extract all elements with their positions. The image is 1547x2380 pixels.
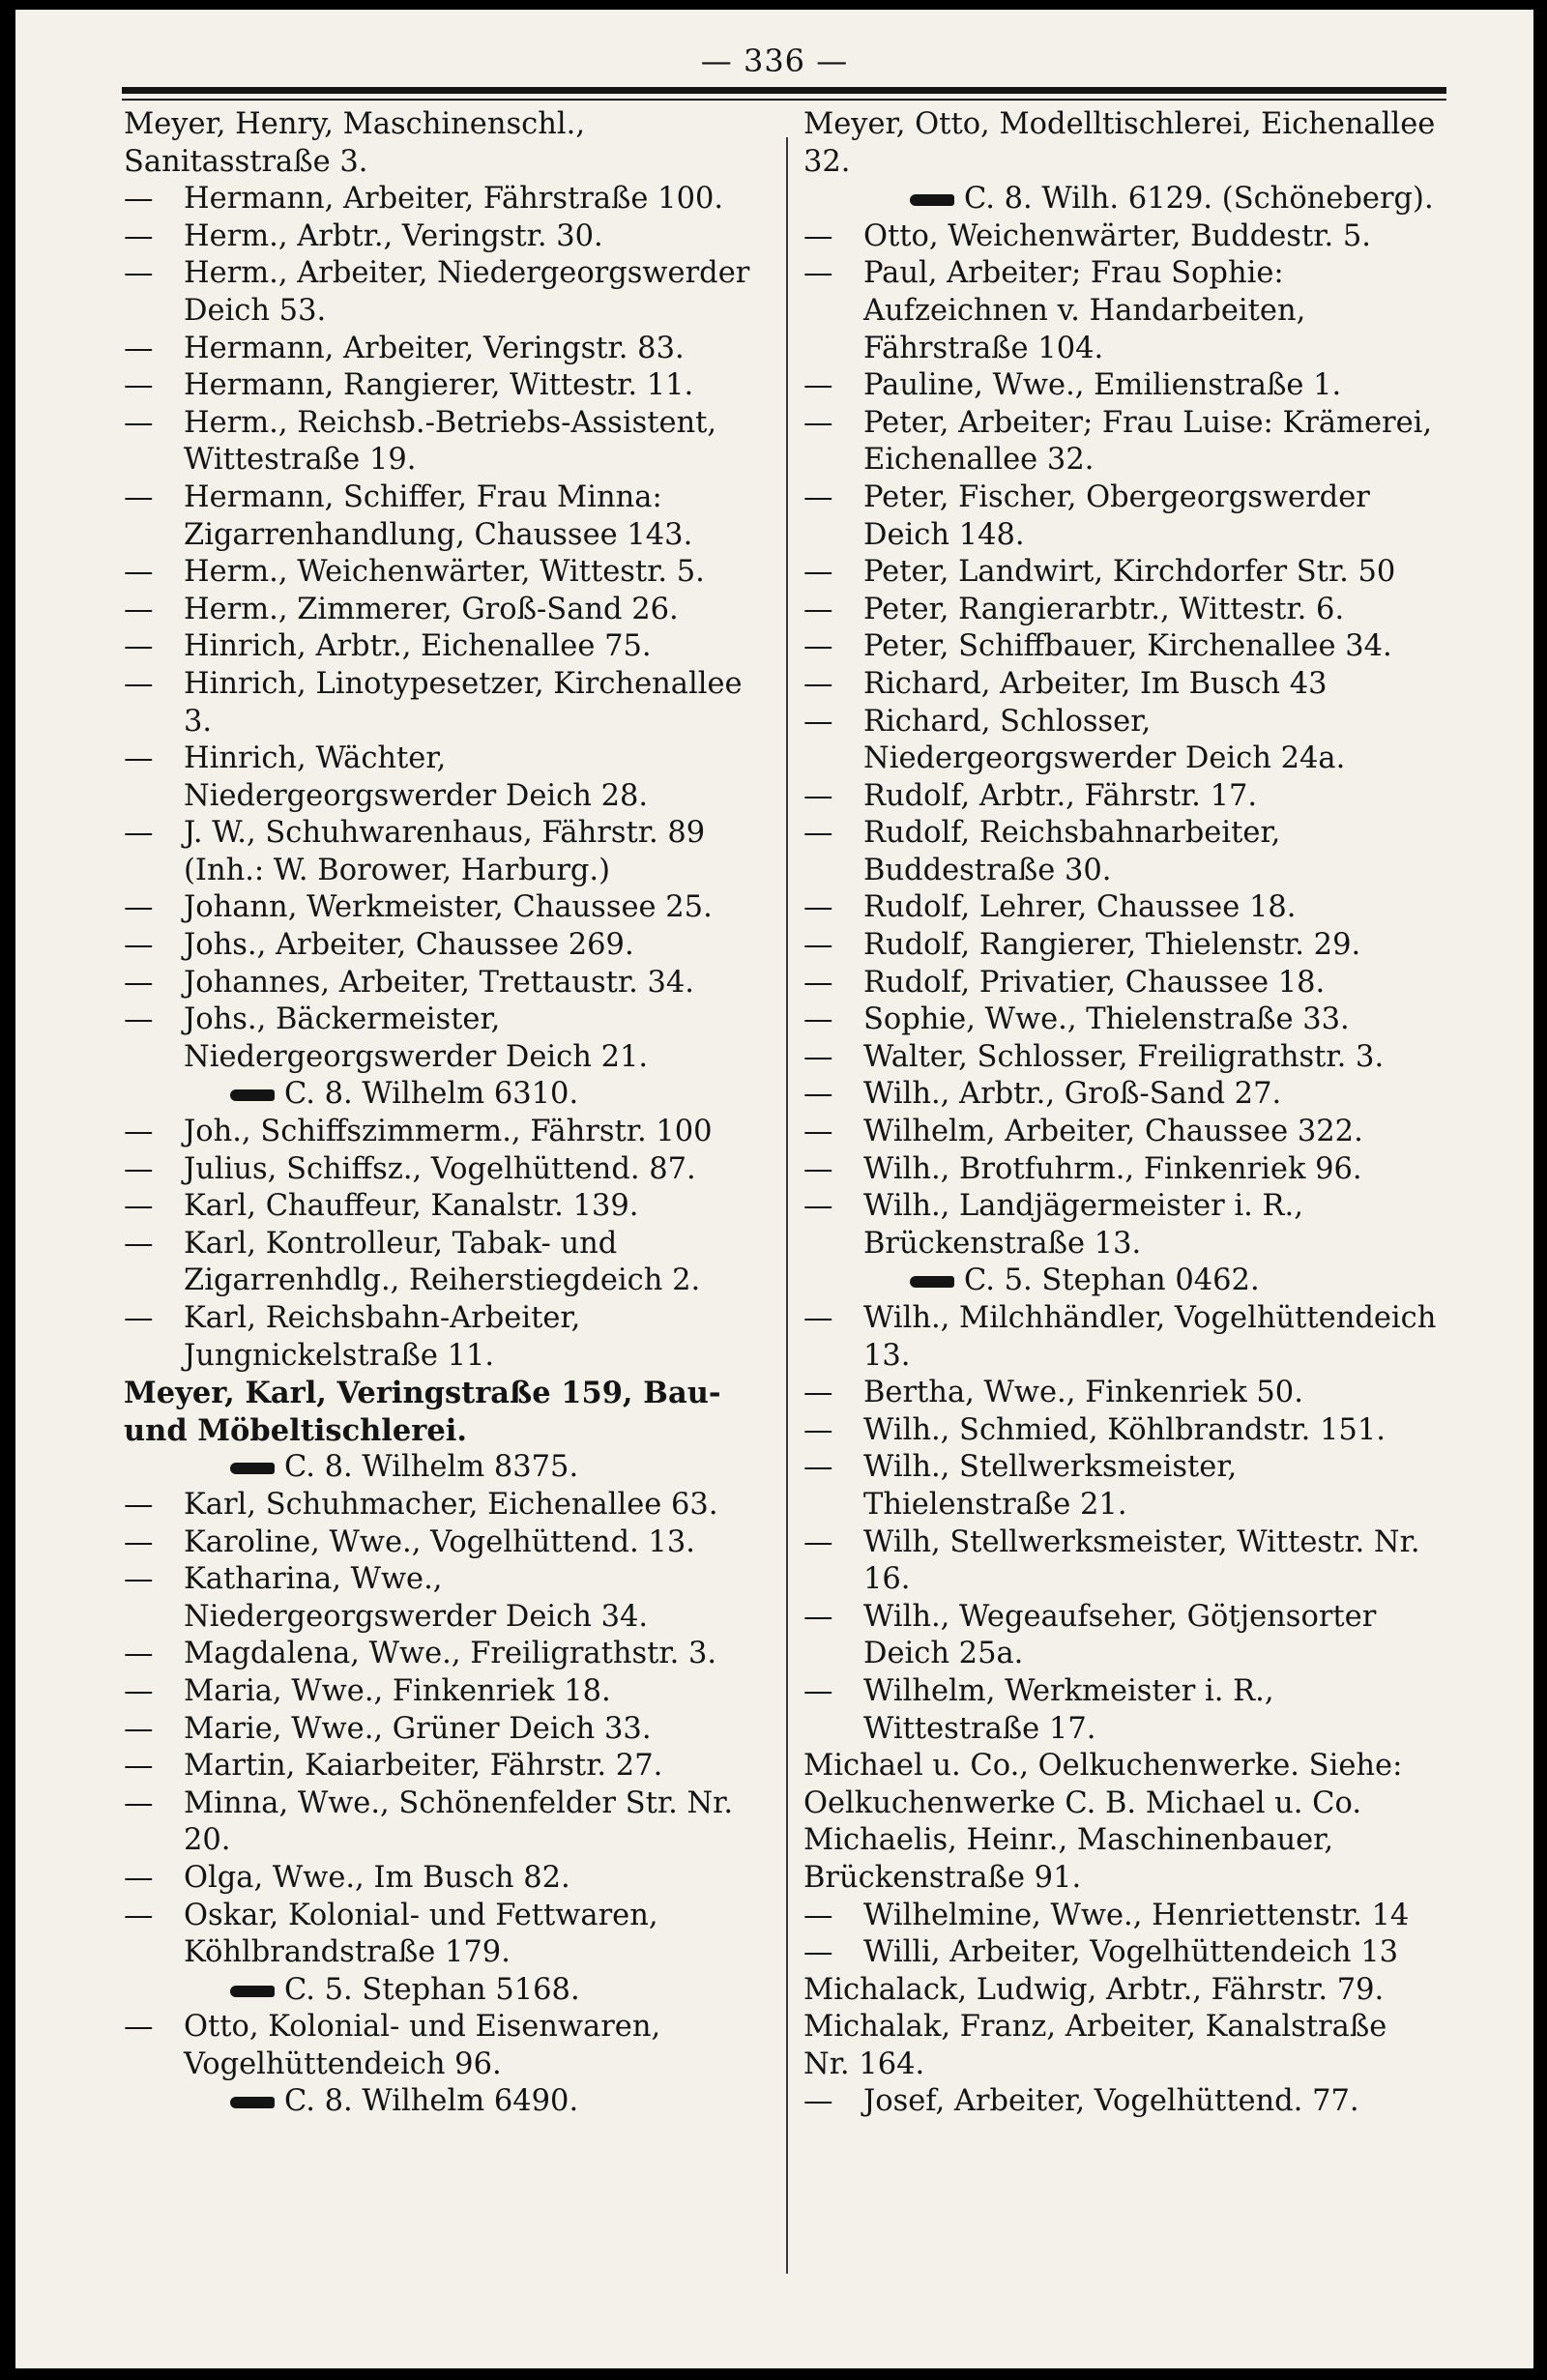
- entry-text: Michaelis, Heinr., Maschinenbauer, Brückenstraße 91.: [803, 1823, 1334, 1895]
- directory-entry: [803, 1151, 1442, 1189]
- entry-text: Hermann, Schiffer, Frau Minna: Zigarrenhandlung, Chaussee 143.: [184, 479, 693, 552]
- entry-text: Herm., Arbtr., Veringstr. 30.: [184, 218, 603, 253]
- entry-text: Martin, Kaiarbeiter, Fährstr. 27.: [184, 1749, 663, 1784]
- ditto-dash: —: [803, 1450, 833, 1485]
- ditto-dash: —: [803, 592, 833, 626]
- entry-text: Rudolf, Arbtr., Fährstr. 17.: [863, 778, 1258, 813]
- directory-entry: [803, 1599, 1442, 1673]
- ditto-dash: —: [803, 890, 833, 925]
- directory-page: [15, 10, 1533, 2368]
- directory-entry: [803, 1898, 1442, 1935]
- ditto-dash: —: [124, 928, 154, 963]
- ditto-dash: —: [803, 1077, 833, 1112]
- ditto-dash: —: [124, 218, 154, 253]
- entry-text: Hermann, Rangierer, Wittestr. 11.: [184, 368, 694, 403]
- ditto-dash: —: [803, 256, 833, 291]
- phone-number: C. 5. Stephan 0462.: [964, 1263, 1260, 1298]
- ditto-dash: —: [803, 704, 833, 739]
- directory-entry: [803, 106, 1442, 181]
- directory-entry: [803, 1524, 1442, 1599]
- header-rule-thick: [122, 87, 1446, 94]
- entry-text: Karl, Schuhmacher, Eichenallee 63.: [184, 1487, 718, 1522]
- ditto-dash: —: [803, 1002, 833, 1037]
- directory-entry: [803, 1412, 1442, 1450]
- ditto-dash: —: [803, 928, 833, 963]
- directory-entry: [124, 1524, 762, 1562]
- ditto-dash: —: [803, 555, 833, 590]
- directory-entry: [803, 1748, 1442, 1822]
- entry-text: Michalak, Franz, Arbeiter, Kanalstraße Nr. 164.: [803, 2010, 1387, 2081]
- column-divider: [786, 137, 788, 2274]
- directory-entry: [803, 1673, 1442, 1748]
- directory-entry: [803, 1822, 1442, 1897]
- entry-text: Peter, Landwirt, Kirchdorfer Str. 50: [863, 555, 1396, 590]
- entry-text: Karl, Reichsbahn-Arbeiter, Jungnickelstraße 11.: [184, 1301, 581, 1373]
- ditto-dash: —: [803, 1412, 833, 1447]
- ditto-dash: —: [803, 218, 833, 253]
- entry-text: Otto, Weichenwärter, Buddestr. 5.: [863, 218, 1371, 253]
- phone-number: C. 8. Wilh. 6129. (Schöneberg).: [964, 182, 1434, 217]
- directory-entry: [124, 1636, 762, 1673]
- directory-entry: [803, 778, 1442, 816]
- ditto-dash: —: [124, 666, 154, 701]
- entry-text: Joh., Schiffszimmerm., Fährstr. 100: [184, 1115, 713, 1149]
- directory-entry: [124, 1114, 762, 1151]
- directory-entry: [124, 628, 762, 666]
- ditto-dash: —: [803, 368, 833, 403]
- entry-text: Peter, Arbeiter; Frau Luise: Krämerei, Eichenallee 32.: [863, 405, 1433, 478]
- ditto-dash: —: [124, 1151, 154, 1186]
- entry-text: Julius, Schiffsz., Vogelhüttend. 87.: [184, 1151, 696, 1186]
- directory-entry: [803, 1188, 1442, 1263]
- directory-entry: [803, 554, 1442, 592]
- phone-number: C. 8. Wilhelm 6310.: [284, 1077, 579, 1112]
- ditto-dash: —: [124, 1562, 154, 1597]
- directory-entry: [803, 1001, 1442, 1039]
- entry-text: Rudolf, Reichsbahnarbeiter, Buddestraße 30.: [863, 816, 1281, 887]
- directory-entry: [124, 1561, 762, 1636]
- entry-text: Wilh., Milchhändler, Vogelhüttendeich 13.: [863, 1301, 1437, 1373]
- entry-text: Wilh, Stellwerksmeister, Wittestr. Nr. 16.: [863, 1524, 1420, 1597]
- entry-text: Herm., Reichsb.-Betriebs-Assistent, Wittestraße 19.: [184, 405, 717, 478]
- entry-text: Pauline, Wwe., Emilienstraße 1.: [863, 368, 1342, 403]
- directory-entry: [803, 592, 1442, 629]
- directory-entry: [803, 628, 1442, 666]
- phone-line: [124, 1076, 762, 1114]
- directory-entry: [803, 1114, 1442, 1151]
- telephone-icon: [230, 1463, 275, 1474]
- phone-line: [124, 2083, 762, 2121]
- ditto-dash: —: [803, 1376, 833, 1410]
- directory-entry: [124, 1898, 762, 1972]
- entry-text: Rudolf, Privatier, Chaussee 18.: [863, 965, 1326, 1000]
- entry-text: Rudolf, Rangierer, Thielenstr. 29.: [863, 928, 1361, 963]
- header-rule-thin: [122, 99, 1446, 101]
- entry-text: Herm., Weichenwärter, Wittestr. 5.: [184, 555, 705, 590]
- entry-text: Karl, Chauffeur, Kanalstr. 139.: [184, 1189, 639, 1224]
- directory-entry: [124, 554, 762, 592]
- directory-entry: [803, 1972, 1442, 2010]
- entry-text: Michalack, Ludwig, Arbtr., Fährstr. 79.: [803, 1972, 1385, 2007]
- ditto-dash: —: [803, 405, 833, 440]
- entry-text: Michael u. Co., Oelkuchenwerke. Siehe: Oelkuchenwerke C. B. Michael u. Co.: [803, 1749, 1403, 1820]
- entry-text: Oskar, Kolonial- und Fettwaren, Köhlbrandstraße 179.: [184, 1898, 658, 1970]
- entry-text: Wilh., Landjägermeister i. R., Brückenstraße 13.: [863, 1189, 1303, 1261]
- directory-entry: [124, 1001, 762, 1076]
- directory-entry: [124, 889, 762, 927]
- directory-entry: [124, 1300, 762, 1375]
- directory-entry: [803, 1449, 1442, 1524]
- directory-entry: [803, 927, 1442, 965]
- directory-entry: [803, 1039, 1442, 1077]
- entry-text: Hinrich, Arbtr., Eichenallee 75.: [184, 629, 652, 664]
- directory-entry: [124, 592, 762, 629]
- ditto-dash: —: [124, 1301, 154, 1335]
- directory-entry: [124, 218, 762, 256]
- directory-entry: [803, 815, 1442, 889]
- telephone-icon: [910, 194, 954, 206]
- right-column: [803, 106, 1442, 2121]
- ditto-dash: —: [124, 256, 154, 291]
- directory-entry: [803, 1375, 1442, 1412]
- directory-entry: [124, 106, 762, 181]
- ditto-dash: —: [124, 2010, 154, 2045]
- entry-text: Wilh., Schmied, Köhlbrandstr. 151.: [863, 1412, 1386, 1447]
- directory-entry: [803, 1934, 1442, 1972]
- directory-entry: [124, 1748, 762, 1785]
- directory-entry: [124, 965, 762, 1002]
- entry-text: Wilh., Stellwerksmeister, Thielenstraße 21.: [863, 1450, 1238, 1522]
- directory-entry: [124, 1785, 762, 1860]
- ditto-dash: —: [803, 965, 833, 1000]
- entry-text: Josef, Arbeiter, Vogelhüttend. 77.: [863, 2084, 1359, 2119]
- ditto-dash: —: [124, 405, 154, 440]
- directory-entry: [124, 1860, 762, 1898]
- directory-entry: [124, 479, 762, 554]
- directory-entry: [124, 181, 762, 218]
- directory-entry: [803, 704, 1442, 778]
- left-column: [124, 106, 762, 2121]
- entry-text: Otto, Kolonial- und Eisenwaren, Vogelhüttendeich 96.: [184, 2010, 661, 2081]
- ditto-dash: —: [803, 1189, 833, 1224]
- entry-text: Willi, Arbeiter, Vogelhüttendeich 13: [863, 1935, 1399, 1970]
- entry-text: Katharina, Wwe., Niedergeorgswerder Deich 34.: [184, 1562, 649, 1634]
- ditto-dash: —: [124, 1524, 154, 1559]
- directory-entry: [124, 1226, 762, 1300]
- entry-text: Walter, Schlosser, Freiligrathstr. 3.: [863, 1039, 1385, 1074]
- ditto-dash: —: [803, 1115, 833, 1149]
- entry-text: Johs., Bäckermeister, Niedergeorgswerder Deich 21.: [184, 1002, 649, 1074]
- ditto-dash: —: [124, 1673, 154, 1708]
- entry-text: Herm., Zimmerer, Groß-Sand 26.: [184, 592, 679, 626]
- phone-number: C. 8. Wilhelm 6490.: [284, 2084, 579, 2119]
- ditto-dash: —: [124, 1637, 154, 1671]
- phone-line: [124, 1972, 762, 2010]
- entry-text: Wilh., Arbtr., Groß-Sand 27.: [863, 1077, 1282, 1112]
- directory-entry: [803, 405, 1442, 479]
- entry-text: Richard, Arbeiter, Im Busch 43: [863, 666, 1328, 701]
- directory-entry: [124, 1188, 762, 1226]
- directory-entry: [124, 331, 762, 368]
- phone-line: [124, 1449, 762, 1487]
- ditto-dash: —: [803, 1599, 833, 1634]
- directory-entry: [124, 1487, 762, 1524]
- ditto-dash: —: [124, 741, 154, 776]
- entry-text: Hinrich, Linotypesetzer, Kirchenallee 3.: [184, 666, 743, 739]
- ditto-dash: —: [124, 368, 154, 403]
- ditto-dash: —: [124, 1785, 154, 1820]
- directory-entry: [124, 1711, 762, 1749]
- ditto-dash: —: [124, 1226, 154, 1261]
- entry-text: Bertha, Wwe., Finkenriek 50.: [863, 1376, 1303, 1410]
- directory-entry: [803, 1300, 1442, 1375]
- entry-text: Peter, Fischer, Obergeorgswerder Deich 148.: [863, 479, 1370, 552]
- ditto-dash: —: [124, 1002, 154, 1037]
- entry-text: Wilhelm, Arbeiter, Chaussee 322.: [863, 1115, 1363, 1149]
- ditto-dash: —: [124, 555, 154, 590]
- ditto-dash: —: [124, 592, 154, 626]
- entry-text: Marie, Wwe., Grüner Deich 33.: [184, 1711, 652, 1746]
- directory-entry: [124, 405, 762, 479]
- ditto-dash: —: [803, 816, 833, 851]
- ditto-dash: —: [803, 1673, 833, 1708]
- ditto-dash: —: [803, 1151, 833, 1186]
- bold-listing: Meyer, Karl, Veringstraße 159, Bau- und Möbeltischlerei.: [124, 1376, 721, 1448]
- entry-text: Wilhelmine, Wwe., Henriettenstr. 14: [863, 1898, 1410, 1932]
- ditto-dash: —: [124, 182, 154, 217]
- phone-line: [803, 1263, 1442, 1300]
- ditto-dash: —: [124, 479, 154, 514]
- directory-entry: [124, 1151, 762, 1189]
- entry-text: Wilh., Wegeaufseher, Götjensorter Deich 25a.: [863, 1599, 1377, 1671]
- entry-text: Johann, Werkmeister, Chaussee 25.: [184, 890, 713, 925]
- directory-entry: [124, 666, 762, 740]
- entry-text: Olga, Wwe., Im Busch 82.: [184, 1860, 570, 1895]
- ditto-dash: —: [124, 816, 154, 851]
- directory-entry: [803, 1076, 1442, 1114]
- page-number: — 336 —: [700, 43, 849, 79]
- directory-entry: [803, 889, 1442, 927]
- ditto-dash: —: [124, 890, 154, 925]
- ditto-dash: —: [803, 1524, 833, 1559]
- directory-entry: [124, 255, 762, 330]
- ditto-dash: —: [124, 629, 154, 664]
- ditto-dash: —: [124, 1898, 154, 1932]
- ditto-dash: —: [803, 479, 833, 514]
- entry-text: Maria, Wwe., Finkenriek 18.: [184, 1673, 611, 1708]
- telephone-icon: [910, 1276, 954, 1288]
- ditto-dash: —: [803, 629, 833, 664]
- directory-entry: [803, 2009, 1442, 2083]
- telephone-icon: [230, 1089, 275, 1101]
- phone-number: C. 8. Wilhelm 8375.: [284, 1450, 579, 1485]
- directory-entry: [803, 479, 1442, 554]
- directory-entry: [803, 666, 1442, 704]
- entry-text: Magdalena, Wwe., Freiligrathstr. 3.: [184, 1637, 717, 1671]
- entry-text: Meyer, Otto, Modelltischlerei, Eichenallee 32.: [803, 107, 1436, 179]
- ditto-dash: —: [124, 1749, 154, 1784]
- entry-text: Johs., Arbeiter, Chaussee 269.: [184, 928, 634, 963]
- ditto-dash: —: [803, 778, 833, 813]
- entry-text: Sophie, Wwe., Thielenstraße 33.: [863, 1002, 1350, 1037]
- entry-text: Wilhelm, Werkmeister i. R., Wittestraße 17.: [863, 1673, 1274, 1746]
- directory-entry: [124, 927, 762, 965]
- entry-text: Peter, Rangierarbtr., Wittestr. 6.: [863, 592, 1345, 626]
- ditto-dash: —: [124, 1487, 154, 1522]
- entry-text: J. W., Schuhwarenhaus, Fährstr. 89 (Inh.: W. Borower, Harburg.): [184, 816, 706, 887]
- entry-text: Herm., Arbeiter, Niedergeorgswerder Deich 53.: [184, 256, 750, 328]
- ditto-dash: —: [124, 331, 154, 365]
- directory-entry: [124, 815, 762, 889]
- directory-entry: [803, 255, 1442, 367]
- entry-text: Karoline, Wwe., Vogelhüttend. 13.: [184, 1524, 695, 1559]
- ditto-dash: —: [803, 1301, 833, 1335]
- ditto-dash: —: [124, 1860, 154, 1895]
- ditto-dash: —: [124, 1711, 154, 1746]
- ditto-dash: —: [803, 666, 833, 701]
- entry-text: Hinrich, Wächter, Niedergeorgswerder Deich 28.: [184, 741, 649, 813]
- directory-entry: [803, 2083, 1442, 2121]
- entry-text: Meyer, Henry, Maschinenschl., Sanitasstraße 3.: [124, 107, 586, 179]
- directory-entry: [803, 367, 1442, 405]
- entry-text: Karl, Kontrolleur, Tabak- und Zigarrenhdlg., Reiherstiegdeich 2.: [184, 1226, 701, 1298]
- ditto-dash: —: [803, 1935, 833, 1970]
- entry-text: Hermann, Arbeiter, Fährstraße 100.: [184, 182, 724, 217]
- directory-entry: [124, 1673, 762, 1711]
- ditto-dash: —: [803, 1039, 833, 1074]
- ditto-dash: —: [124, 1189, 154, 1224]
- entry-text: Richard, Schlosser, Niedergeorgswerder Deich 24a.: [863, 704, 1346, 776]
- directory-entry: [803, 218, 1442, 256]
- entry-text: Hermann, Arbeiter, Veringstr. 83.: [184, 331, 685, 365]
- directory-entry: [124, 367, 762, 405]
- ditto-dash: —: [124, 1115, 154, 1149]
- entry-text: Johannes, Arbeiter, Trettaustr. 34.: [184, 965, 695, 1000]
- entry-text: Rudolf, Lehrer, Chaussee 18.: [863, 890, 1297, 925]
- phone-line: [803, 181, 1442, 218]
- telephone-icon: [230, 1986, 275, 1997]
- entry-text: Minna, Wwe., Schönenfelder Str. Nr. 20.: [184, 1785, 734, 1858]
- entry-text: Peter, Schiffbauer, Kirchenallee 34.: [863, 629, 1392, 664]
- telephone-icon: [230, 2097, 275, 2108]
- ditto-dash: —: [803, 1898, 833, 1932]
- entry-text: Paul, Arbeiter; Frau Sophie: Aufzeichnen v. Handarbeiten, Fährstraße 104.: [863, 256, 1306, 365]
- directory-entry: [803, 965, 1442, 1002]
- directory-entry: [124, 740, 762, 815]
- directory-entry: [124, 2009, 762, 2083]
- phone-number: C. 5. Stephan 5168.: [284, 1972, 580, 2007]
- entry-text: Wilh., Brotfuhrm., Finkenriek 96.: [863, 1151, 1362, 1186]
- ditto-dash: —: [124, 965, 154, 1000]
- ditto-dash: —: [803, 2084, 833, 2119]
